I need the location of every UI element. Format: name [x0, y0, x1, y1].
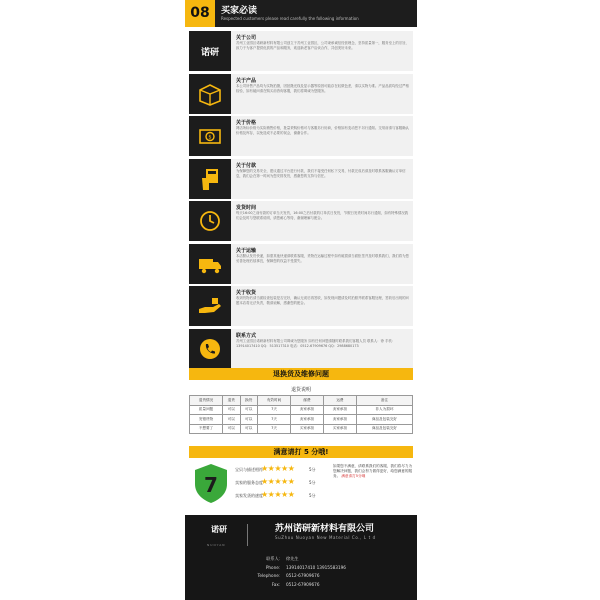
table-cell: 7天	[258, 405, 291, 415]
footer-contact-info	[245, 555, 365, 589]
footer-company-name: 苏州诺研新材料有限公司	[275, 524, 375, 534]
table-cell: 不想要了	[190, 424, 223, 434]
svg-text:$: $	[208, 134, 212, 141]
rating-stars[interactable]: ★★★★★	[261, 464, 295, 473]
column-header: 退货情况	[190, 396, 223, 406]
section-title-receipt: 关于收货	[236, 290, 257, 296]
table-cell: 可以	[222, 405, 240, 415]
contact-row: 联系人： 徐先生	[266, 556, 299, 561]
table-cell: 可以	[222, 424, 240, 434]
footer-company-en: SuZhou Nuoyan New Material Co., L t d	[275, 535, 376, 540]
table-cell: 可以	[222, 415, 240, 425]
table-cell: 买家承担	[323, 424, 356, 434]
table-row	[190, 424, 413, 434]
table-cell: 卖家承担	[323, 405, 356, 415]
section-body-contact: 苏州工业园区诺研新材料有限公司竭诚为您服务 如有任何问题请随时联系我们客服人员 联系人：徐 手机：13914017410 QQ：513517310 电话：0512-67909676 QQ：2988680173	[236, 338, 396, 348]
svg-text:7: 7	[204, 473, 218, 497]
info-sections	[189, 31, 413, 371]
column-header: 退货	[222, 396, 240, 406]
section-body-delivery-time: 每天16:00之前付款的订单当天发货，16:00之后付款的订单次日发货，节假日发货时间另行通知，如有特殊情况我们会及时与您联系说明，请您耐心等待，谢谢理解与配合。	[236, 211, 409, 220]
section-body-receipt: 收到货物后请当面检查包装是否完好，确认无误后再签收，如发现问题请及时拍照并联系客服处理，签收后出现的问题本店将无法负责，敬请谅解，感谢您的配合。	[236, 296, 409, 305]
truck-icon	[189, 244, 231, 284]
table-cell: 7天	[258, 424, 291, 434]
section-body-price: 网店所标价格为实际销售价格，批量采购价格可与客服另行协商，价格如有变动恕不另行通知。交易前请与客服确认价格及库存，以免造成不必要的误会，谢谢合作。	[236, 126, 409, 135]
table-cell: 卖家承担	[291, 415, 324, 425]
column-header: 有效时间	[258, 396, 291, 406]
section-receipt	[189, 286, 413, 326]
rating-note	[333, 464, 413, 506]
section-body-transport: 本店默认发货快递，如需其他快递请联系客服，货物在运输过程中如有破损请当面拒签并及时联系我们，我们将为您妥善处理后续事宜，保障您的权益不受损失。	[236, 253, 409, 263]
table-cell: 质量问题	[190, 405, 223, 415]
column-header: 备注	[356, 396, 412, 406]
section-delivery-time	[189, 201, 413, 241]
five-star-badge-icon	[191, 462, 231, 504]
footer-brand-sub: NUOYAN	[207, 543, 226, 547]
section-number: 08	[185, 0, 215, 27]
section-title: 买家必读	[221, 6, 258, 16]
rating-score: 5分	[309, 480, 316, 485]
hand-icon	[189, 286, 231, 326]
return-table-title: 退货说明	[290, 387, 311, 393]
section-subtitle: Respected customers please read carefully the following information	[221, 16, 359, 21]
rating-score: 5分	[309, 467, 316, 472]
buyer-guide-page	[185, 0, 417, 600]
table-cell: 卖家承担	[291, 405, 324, 415]
section-body-product: 本公司所售产品均为实物拍摄，因拍摄光线及显示器等原因可能存在轻微色差，请以实物为准。产品品质均经过严格检验，如有疑问请在购买前咨询客服，我们将竭诚为您服务。	[236, 83, 409, 93]
section-transport	[189, 244, 413, 284]
return-policy-bar: 退换货及维修问题	[189, 368, 413, 380]
section-title-payment: 关于付款	[236, 162, 257, 169]
table-cell: 可以	[240, 405, 258, 415]
rating-stars[interactable]: ★★★★★	[261, 490, 295, 499]
rating-note-text: 如果您不满意，请联系我们的客服，我们将尽力为您解决问题，我们会努力做得更好，给您满意的服务。	[333, 464, 413, 478]
rating-bar: 满意请打 5 分哦!	[189, 446, 413, 458]
section-title-delivery-time: 发货时间	[236, 205, 257, 211]
section-price	[189, 116, 413, 156]
table-cell: 卖家承担	[323, 415, 356, 425]
section-title-product: 关于产品	[236, 77, 257, 84]
section-title-transport: 关于运输	[236, 247, 257, 254]
rating-score: 5分	[309, 493, 316, 498]
table-cell: 发错货物	[190, 415, 223, 425]
section-company	[189, 31, 413, 71]
rating-label: 卖家发货的速度	[235, 493, 263, 498]
rating-label: 宝贝与描述相符	[235, 467, 263, 472]
section-body-company: 苏州工业园区诺研新材料有限公司创立于苏州工业园区，公司秉承诚信经营理念，坚持质量第一，服务至上的宗旨，致力于为客户提供优质的产品和服务，欢迎新老客户洽谈合作，共创美好未来。	[236, 41, 409, 50]
rating-list	[235, 464, 330, 503]
footer-brand-logo: 诺研	[211, 525, 227, 534]
section-contact	[189, 329, 413, 369]
rating-note-highlight: 满意请打5分哦	[341, 474, 366, 478]
section-body-payment: 为保障您的交易安全，建议通过平台进行付款，我们不接受任何私下交易，付款完成后请及时联系客服确认订单信息，我们会在第一时间为您安排发货，感谢您的支持与信任。	[236, 168, 406, 178]
rating-row	[235, 464, 330, 477]
column-header: 换货	[240, 396, 258, 406]
contact-row: Telephone： 0512-67909676	[257, 573, 320, 578]
table-row	[190, 405, 413, 415]
footer-divider	[247, 524, 248, 546]
company-logo-icon	[189, 31, 231, 71]
rating-label: 卖家的服务态度	[235, 480, 263, 485]
footer	[185, 515, 417, 600]
section-title-contact: 联系方式	[236, 332, 257, 339]
table-cell: 商品及包装完好	[356, 424, 412, 434]
payment-icon	[189, 159, 231, 199]
column-header: 邮费	[291, 396, 324, 406]
column-header: 运费	[323, 396, 356, 406]
table-header-row	[190, 396, 413, 406]
table-row	[190, 415, 413, 425]
rating-stars[interactable]: ★★★★★	[261, 477, 295, 486]
contact-row: Fax： 0512-67909676	[271, 581, 320, 587]
section-title-company: 关于公司	[236, 35, 257, 41]
clock-icon	[189, 201, 231, 241]
table-cell: 商品及包装完好	[356, 415, 412, 425]
section-header	[185, 0, 417, 27]
table-cell: 可以	[240, 424, 258, 434]
section-title-price: 关于价格	[236, 120, 257, 126]
box-icon	[189, 74, 231, 114]
rating-row	[235, 477, 330, 490]
rating-row	[235, 490, 330, 503]
table-cell: 可以	[240, 415, 258, 425]
contact-row: Phone： 13914017410 13915583196	[265, 564, 346, 570]
section-product	[189, 74, 413, 114]
table-cell: 非人为损坏	[356, 405, 412, 415]
money-icon	[189, 116, 231, 156]
table-cell: 买家承担	[291, 424, 324, 434]
table-cell: 7天	[258, 415, 291, 425]
section-payment	[189, 159, 413, 199]
svg-text:诺研: 诺研	[200, 48, 220, 58]
return-table	[189, 395, 413, 434]
phone-icon	[189, 329, 231, 369]
